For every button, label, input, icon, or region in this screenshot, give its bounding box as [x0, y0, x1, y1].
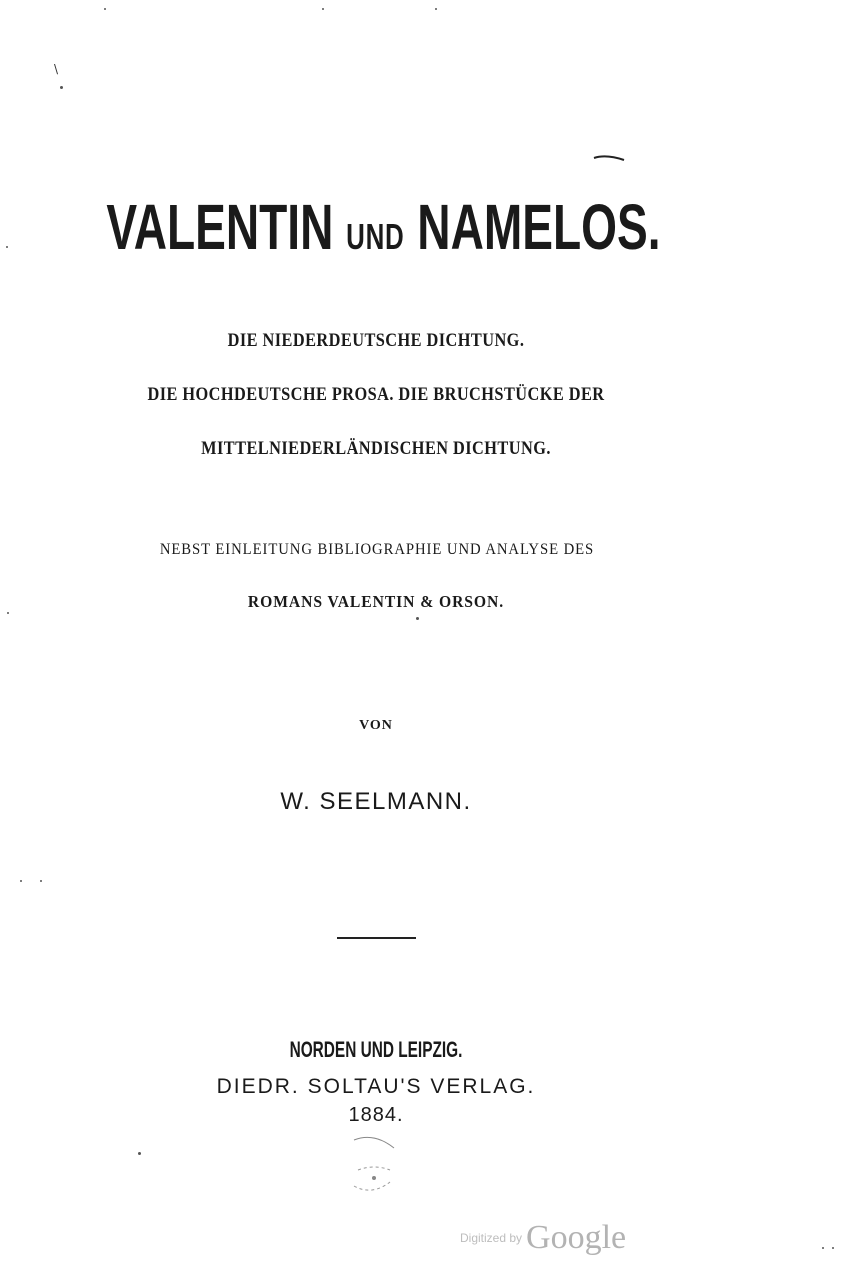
title-part-und: UND [346, 216, 405, 257]
google-watermark [460, 1219, 626, 1257]
scan-speck [6, 246, 8, 248]
watermark-brand: Google [526, 1219, 627, 1256]
scan-speck [104, 8, 106, 10]
supplement-line-1: NEBST EINLEITUNG BIBLIOGRAPHIE UND ANALYSE DES [159, 541, 595, 558]
supplement-line-2: ROMANS VALENTIN & ORSON. [247, 592, 505, 611]
scan-mark-top-left: \ [54, 62, 59, 76]
by-label: VON [359, 718, 393, 733]
subtitle-line-1: DIE NIEDERDEUTSCHE DICHTUNG. [227, 330, 525, 351]
publisher-name: DIEDR. SOLTAU'S VERLAG. [216, 1075, 536, 1098]
subtitle-line-2: DIE HOCHDEUTSCHE PROSA. DIE BRUCHSTÜCKE DER [147, 384, 605, 405]
divider-rule [337, 937, 416, 939]
scan-speck [7, 612, 9, 614]
watermark-prefix: Digitized by [460, 1231, 523, 1245]
scan-speck [322, 8, 324, 10]
scan-speck [822, 1247, 824, 1249]
author-name: W. SEELMANN. [280, 788, 472, 815]
scan-speck [60, 86, 63, 89]
title-part-valentin: VALENTIN [106, 191, 334, 263]
scan-speck [40, 880, 42, 882]
publication-year: 1884. [348, 1104, 404, 1126]
scan-speck [416, 617, 419, 620]
scan-speck [138, 1152, 141, 1155]
scan-stroke-mark [592, 150, 628, 166]
book-title [106, 190, 661, 264]
scan-speck [20, 880, 22, 882]
library-stamp-mark [344, 1130, 404, 1202]
subtitle-line-3: MITTELNIEDERLÄNDISCHEN DICHTUNG. [201, 438, 551, 459]
publisher-place: NORDEN UND LEIPZIG. [289, 1037, 463, 1062]
scan-speck [832, 1247, 834, 1249]
title-part-namelos: NAMELOS. [417, 191, 661, 263]
scan-speck [435, 8, 437, 10]
